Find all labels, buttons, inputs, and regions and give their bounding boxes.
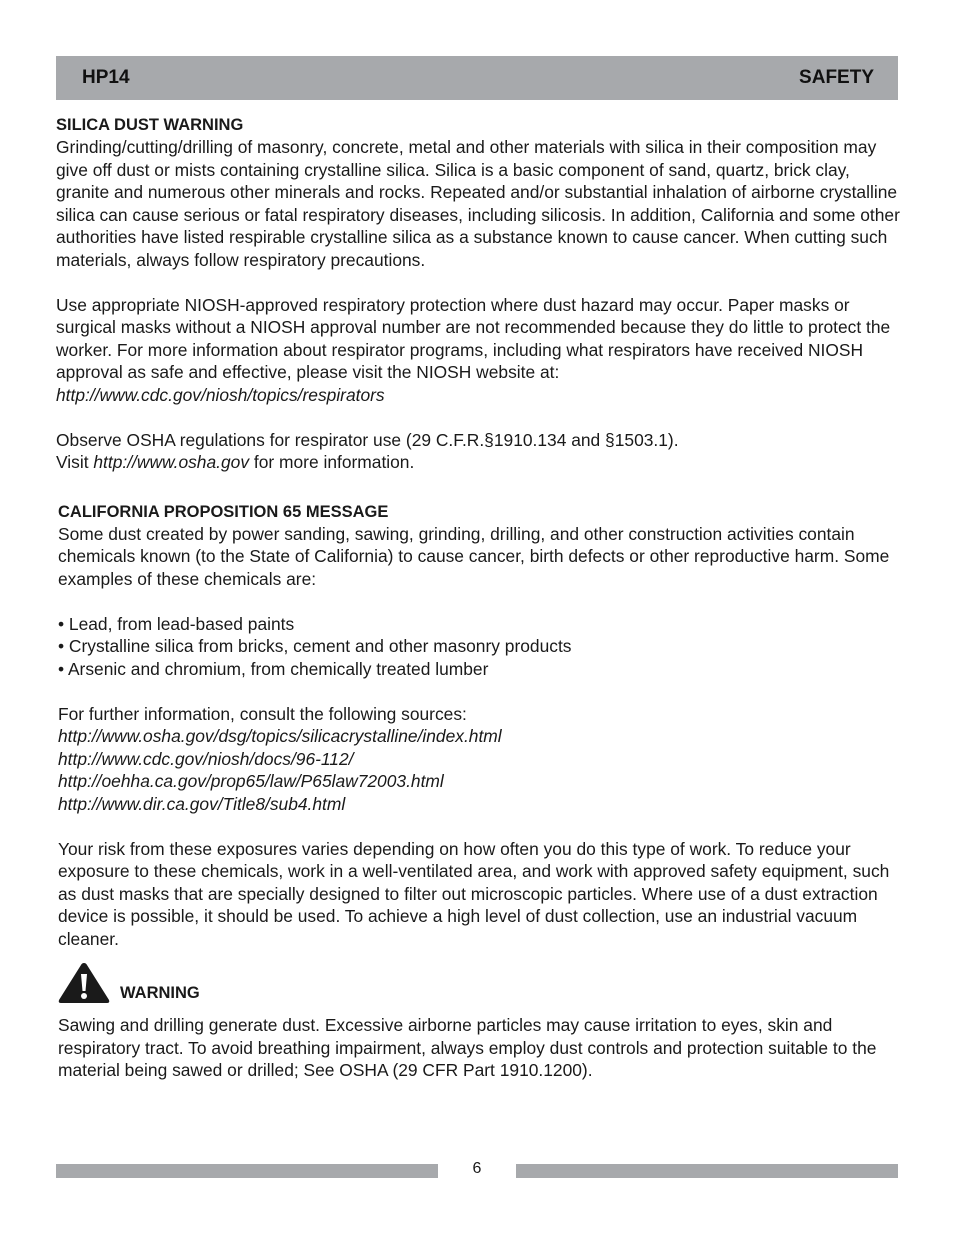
warning-label: WARNING xyxy=(120,984,200,1002)
footer-bar-left xyxy=(56,1164,438,1178)
osha-link[interactable]: http://www.osha.gov xyxy=(93,452,250,472)
silica-heading: SILICA DUST WARNING xyxy=(56,116,244,134)
list-item: • Arsenic and chromium, from chemically treated lumber xyxy=(58,658,489,679)
prop65-intro: Some dust created by power sanding, sawing, grinding, drilling, and other construction activities contain chemicals known (to the State of California) to cause cancer, birth defects or other reproductive harm. Some examples of these chemicals are: xyxy=(58,523,890,589)
silica-paragraph-2: Use appropriate NIOSH-approved respiratory protection where dust hazard may occur. Paper masks or surgical masks without a NIOSH approval number are not recommended because they do little to protect the worker. For more information about respirator programs, including what respirators have received NIOSH approval as safe and effective, please visit the NIOSH website at: xyxy=(56,294,891,382)
warning-header xyxy=(56,962,902,1004)
source-link[interactable]: http://www.dir.ca.gov/Title8/sub4.html xyxy=(58,793,346,814)
warning-triangle-icon xyxy=(58,962,110,1004)
prop65-heading: CALIFORNIA PROPOSITION 65 MESSAGE xyxy=(58,502,389,521)
source-link[interactable]: http://oehha.ca.gov/prop65/law/P65law72003.html xyxy=(58,771,444,791)
model-name: HP14 xyxy=(82,67,130,88)
warning-text: Sawing and drilling generate dust. Excessive airborne particles may cause irritation to eyes, skin and respiratory tract. To avoid breathing impairment, always employ dust controls and protection suitable to the material being sawed or drilled; See OSHA (29 CFR Part 1910.1200). xyxy=(58,1015,877,1080)
source-link[interactable]: http://www.cdc.gov/niosh/docs/96-112/ xyxy=(58,748,354,769)
list-item: • Crystalline silica from bricks, cement and other masonry products xyxy=(58,636,572,656)
page-content xyxy=(56,114,902,1082)
prop65-section xyxy=(56,501,902,951)
osha-regulation-line: Observe OSHA regulations for respirator use (29 C.F.R.§1910.134 and §1503.1). xyxy=(56,429,679,450)
footer-bar-right xyxy=(516,1164,898,1178)
risk-paragraph: Your risk from these exposures varies depending on how often you do this type of work. To reduce your exposure to these chemicals, work in a well-ventilated area, and work with approved safety equipment, such as dust masks that are specially designed to filter out microscopic particles. Where use of a dust extraction device is possible, it should be used. To achieve a high level of dust collection, use an industrial vacuum cleaner. xyxy=(58,838,890,949)
visit-rest: for more information. xyxy=(253,452,415,472)
silica-paragraph-1: Grinding/cutting/drilling of masonry, concrete, metal and other materials with silica in their composition may give off dust or mists containing crystalline silica. Silica is a basic component of sand, quartz, brick clay, granite and numerous other minerals and rocks. Repeated and/or substantial inhalation of airborne crystalline silica can cause serious or fatal respiratory diseases, including silicosis. In addition, California and some other authorities have listed respirable crystalline silica as a substance known to cause cancer. When cutting such materials, always follow respiratory precautions. xyxy=(56,137,900,270)
list-item: • Lead, from lead-based paints xyxy=(58,613,295,634)
header-bar xyxy=(56,56,898,100)
osha-visit-line xyxy=(56,451,902,474)
niosh-link[interactable]: http://www.cdc.gov/niosh/topics/respirators xyxy=(56,384,385,405)
silica-section xyxy=(56,114,902,474)
sources-intro: For further information, consult the following sources: xyxy=(58,703,467,724)
page-number: 6 xyxy=(472,1160,482,1177)
source-link[interactable]: http://www.osha.gov/dsg/topics/silicacrystalline/index.html xyxy=(58,726,502,746)
section-title: SAFETY xyxy=(799,67,874,88)
visit-word: Visit xyxy=(56,452,89,472)
